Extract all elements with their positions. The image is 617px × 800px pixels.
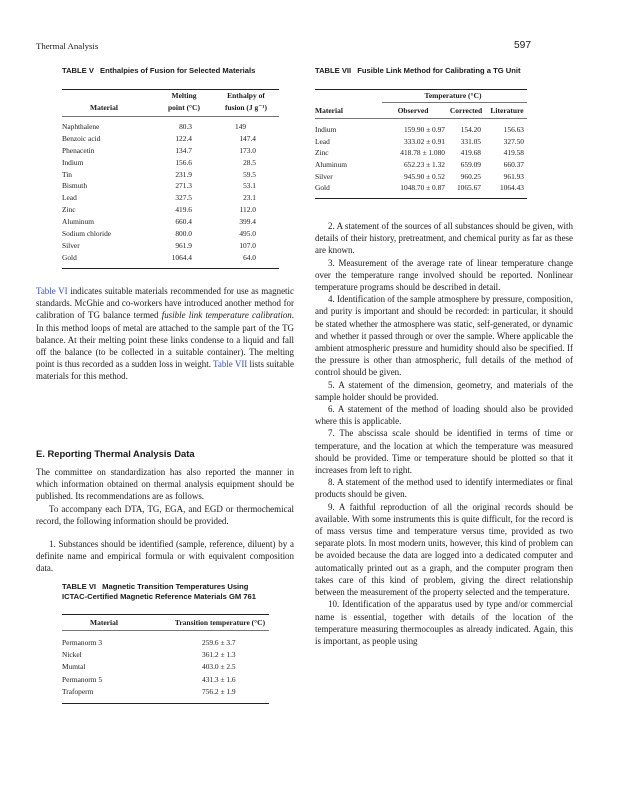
left-paragraph-1: Table VI indicates suitable materials recommended for use as magnetic standards. McGhie and co-workers have introduced another method for calibration of TG balance termed fusible link temperature calibration. In this method loops of metal are attached to the sample part of the TG balance. At their melting point these links condense to a liquid and fall off the balance (to be collected in a suitable container). The melting point is thus recorded as a sudden loss in weight. Table VII lists suitable materials for this method. (36, 286, 295, 382)
melting-point-cell: 156.6 (175, 157, 192, 167)
table5-bottom-rule (62, 268, 279, 269)
table7-header-rule (315, 118, 527, 119)
table5-header-material: Material (90, 103, 118, 112)
literature-cell: 1064.43 (499, 183, 524, 193)
table6-title: Magnetic Transition Temperatures Using ICTAC-Certified Magnetic Reference Materials GM 761 (62, 582, 256, 601)
material-cell: Silver (315, 171, 333, 181)
table6-header-temp: Transition temperature (°C) (174, 618, 266, 627)
material-cell: Nickel (62, 650, 82, 660)
temperature-cell: 259.6 ± 3.7 (202, 638, 236, 647)
material-cell: Benzoic acid (62, 133, 101, 143)
table5-header-enthalpy-2: fusion (J g⁻¹) (224, 103, 268, 112)
item-6: 6. A statement of the method of loading should also be provided where this is applicable. (315, 404, 573, 427)
table-row (62, 229, 279, 241)
table-row (62, 253, 279, 265)
literature-cell: 419.58 (503, 148, 524, 158)
corrected-cell: 1065.67 (456, 183, 481, 193)
table7-header-corrected: Corrected (449, 106, 483, 115)
table7-header-observed: Observed (397, 106, 429, 115)
enthalpy-cell: 28.5 (243, 157, 256, 167)
temperature-cell: 431.3 ± 1.6 (202, 674, 236, 684)
enthalpy-cell: 59.5 (243, 169, 256, 179)
corrected-cell: 419.68 (460, 148, 481, 158)
table-row (62, 241, 279, 253)
table5-header-enthalpy-1: Enthalpy of (227, 91, 265, 100)
table-row (62, 662, 269, 674)
table-row (62, 158, 279, 170)
right-column-text (315, 220, 573, 647)
material-cell: Tin (62, 169, 73, 179)
item-4: 4. Identification of the sample atmosphere by pressure, composition, and purity is important and should be recorded: in particular, it should be stated whether the atmosphere was static, self-generated, or dynamic and whether it passed through or over the sample. Where applicable the ambient atmospheric pressure and humidity should also be specified. If the pressure is other than atmospheric, full details of the method of control should be given. (315, 294, 573, 378)
left-paragraph-4: 1. Substances should be identified (sample, reference, diluent) by a definite name and empirical formula or with equivalent composition data. (36, 539, 294, 574)
item-9: 9. A faithful reproduction of all the original records should be available. With some instruments this is quite difficult, for the record is of mass versus time and temperature versus time, provided as two separate plots. In most modern units, however, this kind of problem can be avoided because the data are logged into a dedicated computer and automatically printed out as a graph, and the computer program then takes care of this kind of problem, giving the direct relationship between the measurement of the property selected and the temperature. (315, 501, 573, 598)
table5-title: Enthalpies of Fusion for Selected Materials (100, 66, 256, 75)
enthalpy-cell: 23.1 (243, 193, 256, 203)
corrected-cell: 659.09 (460, 160, 481, 170)
item-3: 3. Measurement of the average rate of linear temperature change over the temperature range involved should be reported. Nonlinear temperature programs should be described in detail. (315, 257, 573, 293)
enthalpy-cell: 399.4 (239, 217, 256, 227)
table5-header-rule (62, 116, 279, 117)
melting-point-cell: 122.4 (175, 133, 192, 143)
material-cell: Gold (62, 252, 77, 262)
literature-cell: 327.50 (503, 136, 524, 146)
page-number: 597 (514, 40, 531, 51)
observed-cell: 418.78 ± 1.080 (400, 148, 445, 158)
material-cell: Aluminum (62, 217, 95, 227)
melting-point-cell: 800.0 (175, 229, 192, 239)
table6-header-rule (62, 630, 269, 631)
table-row (62, 650, 269, 662)
material-cell: Phenacetin (62, 145, 95, 155)
material-cell: Lead (315, 136, 330, 146)
literature-cell: 961.93 (503, 171, 524, 181)
running-title: Thermal Analysis (36, 41, 99, 51)
table6-caption (62, 582, 274, 602)
material-cell: Permanorm 3 (62, 638, 103, 647)
item-7: 7. The abscissa scale should be identified in terms of time or temperature, and the location at which the temperature was measured should be provided. Time or temperature should be plotted so that it increases from left to right. (315, 428, 573, 476)
melting-point-cell: 231.9 (175, 169, 192, 179)
observed-cell: 333.02 ± 0.91 (403, 136, 445, 146)
material-cell: Lead (62, 193, 77, 203)
temperature-cell: 403.0 ± 2.5 (202, 662, 236, 672)
corrected-cell: 960.25 (460, 171, 481, 181)
table7-header-material: Material (315, 106, 343, 115)
material-cell: Indium (315, 125, 337, 134)
table-row (62, 122, 279, 134)
table-row (62, 134, 279, 146)
table7-bottom-rule (315, 198, 527, 199)
material-cell: Silver (62, 240, 80, 250)
item-8: 8. A statement of the method used to identify intermediates or final products should be given. (315, 477, 573, 500)
material-cell: Indium (62, 157, 84, 167)
material-cell: Gold (315, 183, 330, 193)
left-paragraph-2: The committee on standardization has also reported the manner in which information obtained on thermal analysis equipment should be published. Its recommendations are as follows. To accompany each DTA, TG, EGA, and EGD or thermochemical record, the following information should be provided. (36, 467, 294, 526)
table-row (315, 137, 527, 149)
literature-cell: 156.63 (503, 125, 524, 134)
literature-cell: 660.37 (503, 160, 524, 170)
enthalpy-cell: 64.0 (243, 252, 256, 262)
table6-label: TABLE VI (62, 582, 97, 591)
material-cell: Trafoperm (62, 686, 94, 696)
material-cell: Mumtal (62, 662, 86, 672)
observed-cell: 945.90 ± 0.52 (403, 171, 445, 181)
table-row (62, 638, 269, 650)
table-row (315, 148, 527, 160)
table-row (62, 146, 279, 158)
material-cell: Sodium chloride (62, 229, 112, 239)
table7-top-rule (315, 89, 527, 90)
table-row (62, 687, 269, 699)
table5-caption (62, 66, 274, 76)
observed-cell: 159.90 ± 0.97 (403, 125, 445, 134)
corrected-cell: 154.20 (460, 125, 481, 134)
table5-header-melting-2: point (°C) (168, 103, 200, 112)
observed-cell: 1048.70 ± 0.87 (400, 183, 445, 193)
enthalpy-cell: 107.0 (239, 240, 256, 250)
table-row (62, 205, 279, 217)
table-row (315, 125, 527, 137)
table7-title: Fusible Link Method for Calibrating a TG Unit (357, 66, 521, 75)
item-5: 5. A statement of the dimension, geometry, and materials of the sample holder should be provided. (315, 379, 573, 402)
material-cell: Zinc (315, 148, 329, 158)
table7-group-rule (382, 102, 527, 103)
table-row (62, 675, 269, 687)
melting-point-cell: 660.4 (175, 217, 192, 227)
material-cell: Naphthalene (62, 122, 100, 131)
table-row (315, 160, 527, 172)
enthalpy-cell: 495.0 (239, 229, 256, 239)
table6-header-material: Material (90, 618, 118, 627)
enthalpy-cell: 173.0 (239, 145, 256, 155)
table-row (315, 183, 527, 195)
observed-cell: 652.23 ± 1.32 (403, 160, 445, 170)
material-cell: Zinc (62, 205, 76, 215)
corrected-cell: 331.05 (460, 136, 481, 146)
table-row (315, 172, 527, 184)
table7-header-group: Temperature (°C) (424, 91, 482, 100)
melting-point-cell: 271.3 (175, 181, 192, 191)
melting-point-cell: 1064.4 (171, 252, 192, 262)
melting-point-cell: 80.3 (179, 122, 192, 131)
table5-label: TABLE V (62, 66, 94, 75)
table-row (62, 181, 279, 193)
table-row (62, 217, 279, 229)
melting-point-cell: 134.7 (175, 145, 192, 155)
table7-caption (315, 66, 527, 76)
table6-body (62, 638, 269, 699)
material-cell: Bismuth (62, 181, 88, 191)
table6-top-rule (62, 614, 269, 615)
table5-header-melting-1: Melting (171, 91, 197, 100)
material-cell: Permanorm 5 (62, 674, 103, 684)
table7-body (315, 125, 527, 195)
table7-label: TABLE VII (315, 66, 352, 75)
table6-bottom-rule (62, 703, 269, 704)
table6-link[interactable]: Table VI (36, 286, 68, 296)
temperature-cell: 361.2 ± 1.3 (202, 650, 236, 660)
table5-top-rule (62, 89, 279, 90)
temperature-cell: 756.2 ± 1.9 (202, 686, 236, 696)
enthalpy-cell: 53.1 (243, 181, 256, 191)
enthalpy-cell: 147.4 (239, 133, 256, 143)
melting-point-cell: 327.5 (175, 193, 192, 203)
table-row (62, 170, 279, 182)
item-10: 10. Identification of the apparatus used by type and/or commercial name is essential, together with details of the location of the temperature measuring thermocouples as already indicated. Again, this is important, as people using (315, 599, 573, 646)
melting-point-cell: 419.6 (175, 205, 192, 215)
table5-body (62, 122, 279, 265)
melting-point-cell: 961.9 (175, 240, 192, 250)
table7-header-literature: Literature (490, 106, 524, 115)
enthalpy-cell: 112.0 (239, 205, 256, 215)
material-cell: Aluminum (315, 160, 348, 170)
section-heading: E. Reporting Thermal Analysis Data (36, 448, 195, 459)
table-row (62, 193, 279, 205)
table7-link[interactable]: Table VII (213, 359, 248, 370)
item-2: 2. A statement of the sources of all substances should be given, with details of their history, pretreatment, and chemical purity as far as these are known. (315, 221, 573, 256)
enthalpy-cell: 149 (235, 122, 247, 131)
